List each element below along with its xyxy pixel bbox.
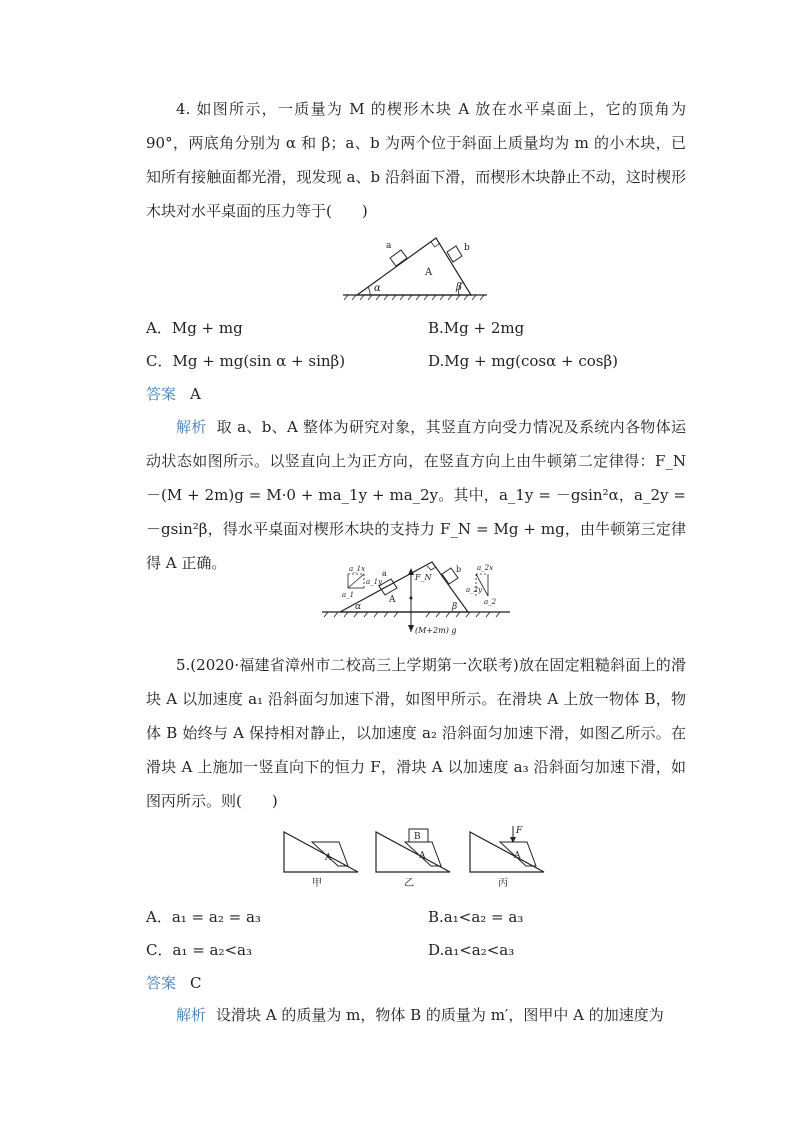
svg-text:a_2y: a_2y [466,586,483,594]
label-a: a [386,241,392,251]
q5-stem: 5.(2020·福建省漳州市二校高三上学期第一次联考)放在固定粗糙斜面上的滑块 A 以加速度 a₁ 沿斜面匀加速下滑，如图甲所示。在滑块 A 上放一物体 B，物体 B 始终与 A 保持相对静止，以加速度 a₂ 沿斜面匀加速下滑，如图乙所示。在滑块 A 上施加一竖直向下的恒力 F，滑块 A 以加速度 a₃ 沿斜面匀加速下滑，如图丙所示。则( ) [146,656,686,810]
q5-answer [146,973,202,993]
q4-explanation-label: 解析 [176,418,207,436]
block-b [447,246,462,262]
q5-answer-value: C [190,974,202,992]
svg-text:A: A [419,851,426,861]
q4-explanation-text: 取 a、b、A 整体为研究对象，其竖直方向受力情况及系统内各物体运动状态如图所示。以竖直向上为正方向，在竖直方向上由牛顿第二定律得：F_N－(M + 2m)g = M·0 + ma_1y + ma_2y。其中，a_1y = －gsin²α，a_2y = －gsin²β，得水平桌面对楔形木块的支持力 F_N = Mg + mg，由牛顿第三定律得 A 正确。 [146,418,686,572]
svg-text:a_2: a_2 [484,598,497,606]
svg-text:B: B [414,832,421,842]
ground-hatch [344,295,484,300]
svg-text:a_1x: a_1x [349,565,366,573]
q4-option-c: C．Mg + mg(sin α + sinβ) [146,352,346,370]
q4-answer-value: A [190,385,201,403]
svg-text:A: A [389,595,396,605]
q5-option-b: B.a₁<a₂ = a₃ [428,908,524,926]
svg-text:F_N: F_N [415,573,432,582]
alpha-arc [368,287,370,295]
svg-text:丙: 丙 [498,878,508,889]
svg-text:A: A [514,851,521,861]
q5-answer-label: 答案 [146,974,177,992]
svg-text:a_2x: a_2x [477,564,494,572]
svg-text:a: a [382,569,387,578]
q5-option-c: C．a₁ = a₂<a₃ [146,941,253,959]
right-angle-mark [431,242,440,247]
label-A: A [425,267,433,278]
q5-explanation-text: 设滑块 A 的质量为 m，物体 B 的质量为 m′，图甲中 A 的加速度为 [216,1006,664,1024]
q4-answer-label: 答案 [146,385,177,403]
q4-explanation [146,410,686,580]
svg-text:(M+2m) g: (M+2m) g [415,626,457,635]
q4-answer [146,384,201,404]
svg-text:b: b [456,565,462,574]
q5-option-a: A．a₁ = a₂ = a₃ [146,908,261,926]
block-a-2 [379,579,397,595]
svg-text:β: β [452,602,458,612]
q5-explanation [146,998,686,1032]
svg-text:a_1: a_1 [342,591,355,599]
block-a [390,250,407,266]
svg-text:甲: 甲 [312,878,322,889]
svg-text:F: F [516,826,523,836]
q4-option-a: A．Mg + mg [146,319,243,337]
figure-bing [470,826,544,889]
q4-option-b: B.Mg + 2mg [428,319,525,337]
q4-option-d: D.Mg + mg(cosα + cosβ) [428,352,619,370]
svg-text:乙: 乙 [404,878,414,889]
wedge-A [357,238,471,295]
svg-text:A: A [325,853,332,863]
svg-text:a_1y: a_1y [366,578,383,586]
label-alpha: α [374,283,381,294]
figure-jia [284,832,358,889]
label-b: b [464,243,470,253]
q4-stem: 4. 如图所示，一质量为 M 的楔形木块 A 放在水平桌面上，它的顶角为 90°，两底角分别为 α 和 β；a、b 为两个位于斜面上质量均为 m 的小木块，已知所有接触面都光滑，现发现 a、b 沿斜面下滑，而楔形木块静止不动，这时楔形木块对水平桌面的压力等于( ) [146,100,686,220]
q5-explanation-label: 解析 [176,1006,207,1024]
q5-option-d: D.a₁<a₂<a₃ [428,941,515,959]
svg-text:α: α [355,602,362,612]
beta-arc [459,282,463,295]
figure-yi [376,829,450,889]
label-beta: β [456,282,462,293]
